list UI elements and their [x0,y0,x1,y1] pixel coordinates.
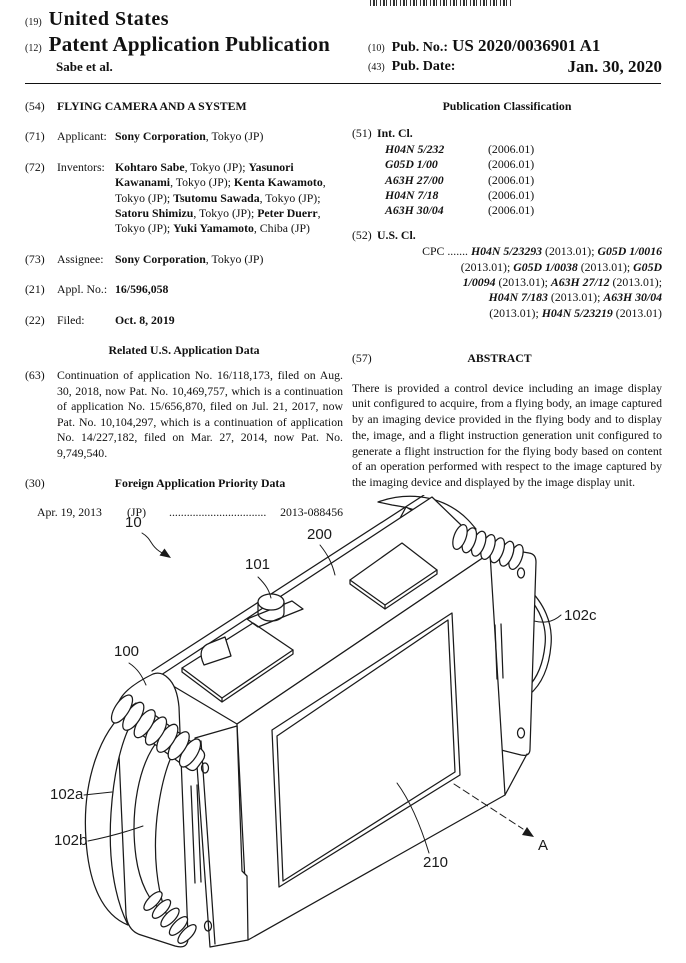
field-num: (30) [25,475,45,490]
field-num: (57) [352,351,372,366]
int-cl-entry [385,203,662,218]
class-code: G05D 1/00 [385,157,438,172]
field-label: Applicant: [57,129,107,144]
cpc-line: H04N 7/183 (2013.01); A63H 30/04 [488,290,662,305]
patent-figure [40,495,640,963]
foreign-priority-heading-row [25,476,343,491]
barcode [370,0,512,6]
field-inventors [25,160,343,237]
field-num: (71) [25,129,45,144]
pub-no-label: Pub. No.: [391,40,449,55]
figure-label-100: 100 [114,643,140,660]
field-num: (72) [25,159,45,174]
foreign-priority-heading: Foreign Application Priority Data [114,475,286,490]
us-cl-heading-row [352,228,662,243]
class-code: A63H 27/00 [385,172,444,187]
pub-date-label: Pub. Date: [391,59,456,74]
class-version: (2006.01) [488,141,535,156]
ref-num-10: (10) [368,43,385,54]
ref-num-19: (19) [25,17,42,28]
cpc-block [382,244,662,321]
figure-label-10: 10 [125,514,142,531]
publication-classification-heading: Publication Classification [442,99,572,113]
class-code: H04N 7/18 [385,188,439,203]
class-version: (2006.01) [488,157,535,172]
cpc-line: (2013.01); G05D 1/0038 (2013.01); G05D [460,259,662,274]
abstract-text: There is provided a control device including an image display unit configured to acquire, from a flying body, an image captured by an imaging device provided in the flying body and to display the, image, and a flight instruction generation unit configured to generate a flight instruction for the flying body based on content of an operation performed with respect to the image captured by the imaging device and displayed by the image display unit. [352,380,662,489]
classification-column [352,92,662,491]
country-name: United States [48,8,170,30]
int-cl-entry [385,173,662,188]
applicant-value: Sony Corporation, Tokyo (JP) [115,129,264,144]
figure-label-102b: 102b [54,832,88,849]
figure-label-101: 101 [245,556,271,573]
field-assignee [25,252,343,267]
bibliographic-column [25,92,343,521]
class-version: (2006.01) [488,203,535,218]
abstract-heading: ABSTRACT [467,351,532,366]
priority-date: Apr. 19, 2013 [37,505,102,520]
field-applicant [25,129,343,144]
continuation-text: Continuation of application No. 16/118,173, filed on Aug. 30, 2018, now Pat. No. 10,469,757, which is a continuation of application No. 15/656,870, filed on Jul. 21, 2017, now Pat. No. 10,104,297, which is a continuation of application No. 14/227,182, filed on Mar. 27, 2014, now Pat. No. 9,749,540. [57,368,343,460]
us-cl-label: U.S. Cl. [377,227,416,242]
header-country-line [25,8,169,31]
header-divider [25,83,661,84]
filed-value: Oct. 8, 2019 [115,312,175,327]
int-cl-label: Int. Cl. [377,126,413,141]
figure-label-102c: 102c [564,607,597,624]
field-continuation [25,368,343,460]
int-cl-heading-row [352,126,662,141]
arrowhead-10 [160,549,172,559]
field-num: (52) [352,227,372,242]
field-filed [25,313,343,328]
figure-label-102a: 102a [50,786,84,803]
device-drawing [40,495,640,963]
field-num: (21) [25,282,45,297]
arrowhead-A [522,827,534,837]
field-appl-no [25,282,343,297]
pub-no-line [368,36,662,56]
first-named-inventor: Sabe et al. [56,59,113,74]
field-label: Appl. No.: [57,282,108,297]
class-code: A63H 30/04 [385,203,444,218]
class-code: H04N 5/232 [385,141,445,156]
header-doctype-line [25,32,330,57]
cpc-line: (2013.01); H04N 5/23219 (2013.01) [489,305,662,320]
field-num: (22) [25,312,45,327]
field-label: Filed: [57,312,85,327]
priority-number: 2013-088456 [280,505,343,520]
priority-dot-leader: ................................. [169,505,267,520]
field-num: (73) [25,251,45,266]
figure-label-200: 200 [307,526,333,543]
ref-num-43: (43) [368,62,385,73]
appl-no-value: 16/596,058 [115,282,169,297]
priority-country: (JP) [127,505,147,520]
ref-num-12: (12) [25,43,42,54]
pub-date-line [368,57,662,77]
field-label: Assignee: [57,251,104,266]
cpc-line: CPC ....... H04N 5/23293 (2013.01); G05D 1/0016 [422,244,662,259]
figure-label-A: A [538,837,549,854]
int-cl-entry [385,188,662,203]
abstract-heading-row [352,351,662,366]
field-num: (54) [25,99,45,113]
document-type: Patent Application Publication [48,32,331,56]
cpc-line: 1/0094 (2013.01); A63H 27/12 (2013.01); [462,275,662,290]
field-num: (51) [352,126,372,141]
assignee-value: Sony Corporation, Tokyo (JP) [115,251,264,266]
field-label: Inventors: [57,159,105,174]
class-version: (2006.01) [488,188,535,203]
related-data-heading: Related U.S. Application Data [108,343,260,358]
pub-no-value: US 2020/0036901 A1 [452,36,601,55]
pub-date-value: Jan. 30, 2020 [567,57,662,76]
int-cl-entry [385,157,662,172]
field-title [25,99,343,114]
class-version: (2006.01) [488,172,535,187]
inventors-value: Kohtaro Sabe, Tokyo (JP); Yasunori Kawanami, Tokyo (JP); Kenta Kawamoto, Tokyo (JP); Tsutomu Sawada, Tokyo (JP); Satoru Shimizu, Tokyo (JP); Peter Duerr, Tokyo (JP); Yuki Yamamoto, Chiba (JP) [115,159,326,236]
field-num: (63) [25,368,45,383]
figure-label-210: 210 [423,854,449,871]
device-body [152,495,527,947]
int-cl-entry [385,142,662,157]
invention-title: FLYING CAMERA AND A SYSTEM [57,99,247,113]
